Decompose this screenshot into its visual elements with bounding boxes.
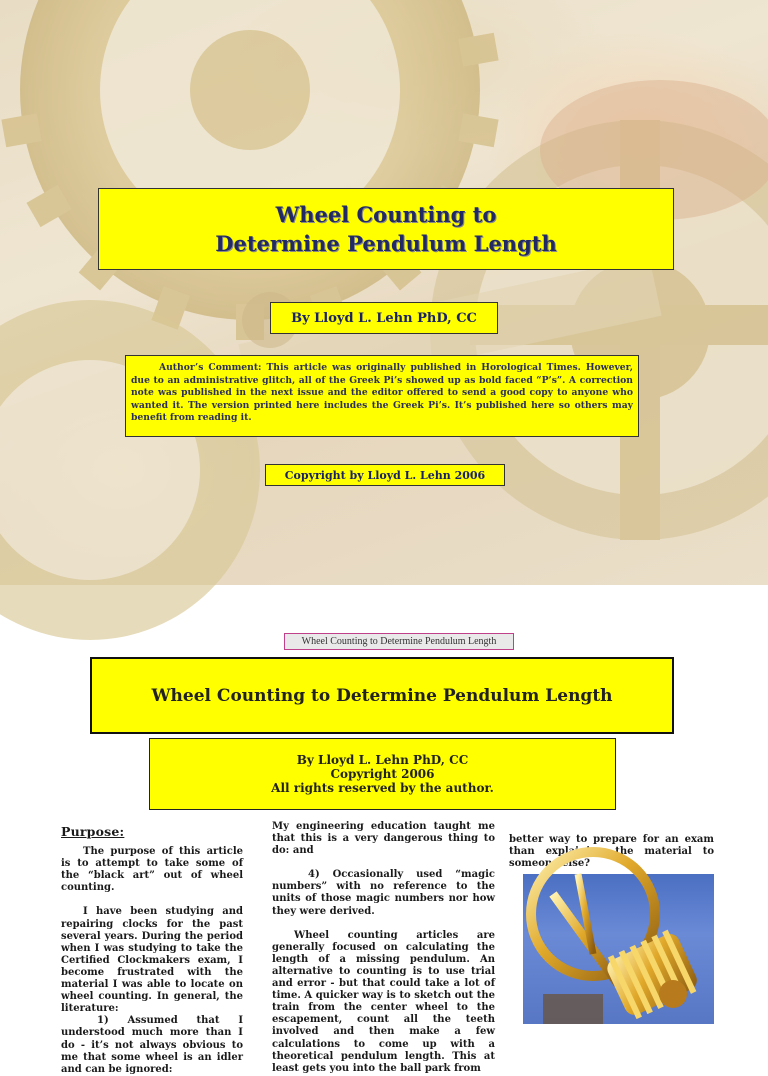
text-column-1 [61,824,243,1075]
gear-photo [523,874,714,1024]
paragraph: 1) Assumed that I understood much more than I do - it’s not always obvious to me that some wheel is an idler and can be ignored: [61,1015,243,1075]
paragraph: The purpose of this article is to attempt to take some of the “black art” out of wheel counting. [61,846,243,894]
paragraph: I have been studying and repairing clocks for the past several years. During the period when I was studying to take the Certified Clockmakers exam, I become frustrated with the material I was able to locate on wheel counting. In general, the literature: [61,906,243,1015]
cover-title-box [98,188,674,270]
author-box [149,738,616,810]
article-title: Wheel Counting to Determine Pendulum Length [90,657,674,734]
cover-title-line-1: Wheel Counting to [275,202,497,227]
paragraph: My engineering education taught me that this is a very dangerous thing to do: and [272,821,495,857]
brass-gear-image [523,874,714,1024]
authors-comment: Author’s Comment: This article was originally published in Horological Times. However, due to an administrative glitch, all of the Greek Pi’s showed up as bold faced “P’s”. A correction note was published in the next issue and the editor offered to send a good copy to anyone who wanted it. The version printed here includes the Greek Pi’s. It’s published here so others may benefit from reading it. [125,355,639,437]
cover-byline: By Lloyd L. Lehn PhD, CC [270,302,498,334]
copyright-line: Copyright 2006 [330,767,435,781]
purpose-heading: Purpose: [61,824,125,839]
paragraph: 4) Occasionally used “magic numbers” with no reference to the units of those magic numbers nor how they were derived. [272,869,495,917]
author-line: By Lloyd L. Lehn PhD, CC [296,753,469,767]
paragraph: better way to prepare for an exam than explaining the material to someone else? [509,834,714,870]
paragraph: Wheel counting articles are generally focused on calculating the length of a missing pendulum. An alternative to counting is to use trial and error - but that could take a lot of time. A quicker way is to sketch out the train from the center wheel to the escapement, count all the teeth involved and then make a few calculations to come up with a theoretical pendulum length. This at least gets you into the ball park from [272,929,495,1074]
cover-title-line-2: Determine Pendulum Length [215,231,557,256]
rights-line: All rights reserved by the author. [271,781,494,795]
running-header: Wheel Counting to Determine Pendulum Length [284,633,514,650]
cover-copyright: Copyright by Lloyd L. Lehn 2006 [265,464,505,486]
text-column-2 [272,821,495,1074]
